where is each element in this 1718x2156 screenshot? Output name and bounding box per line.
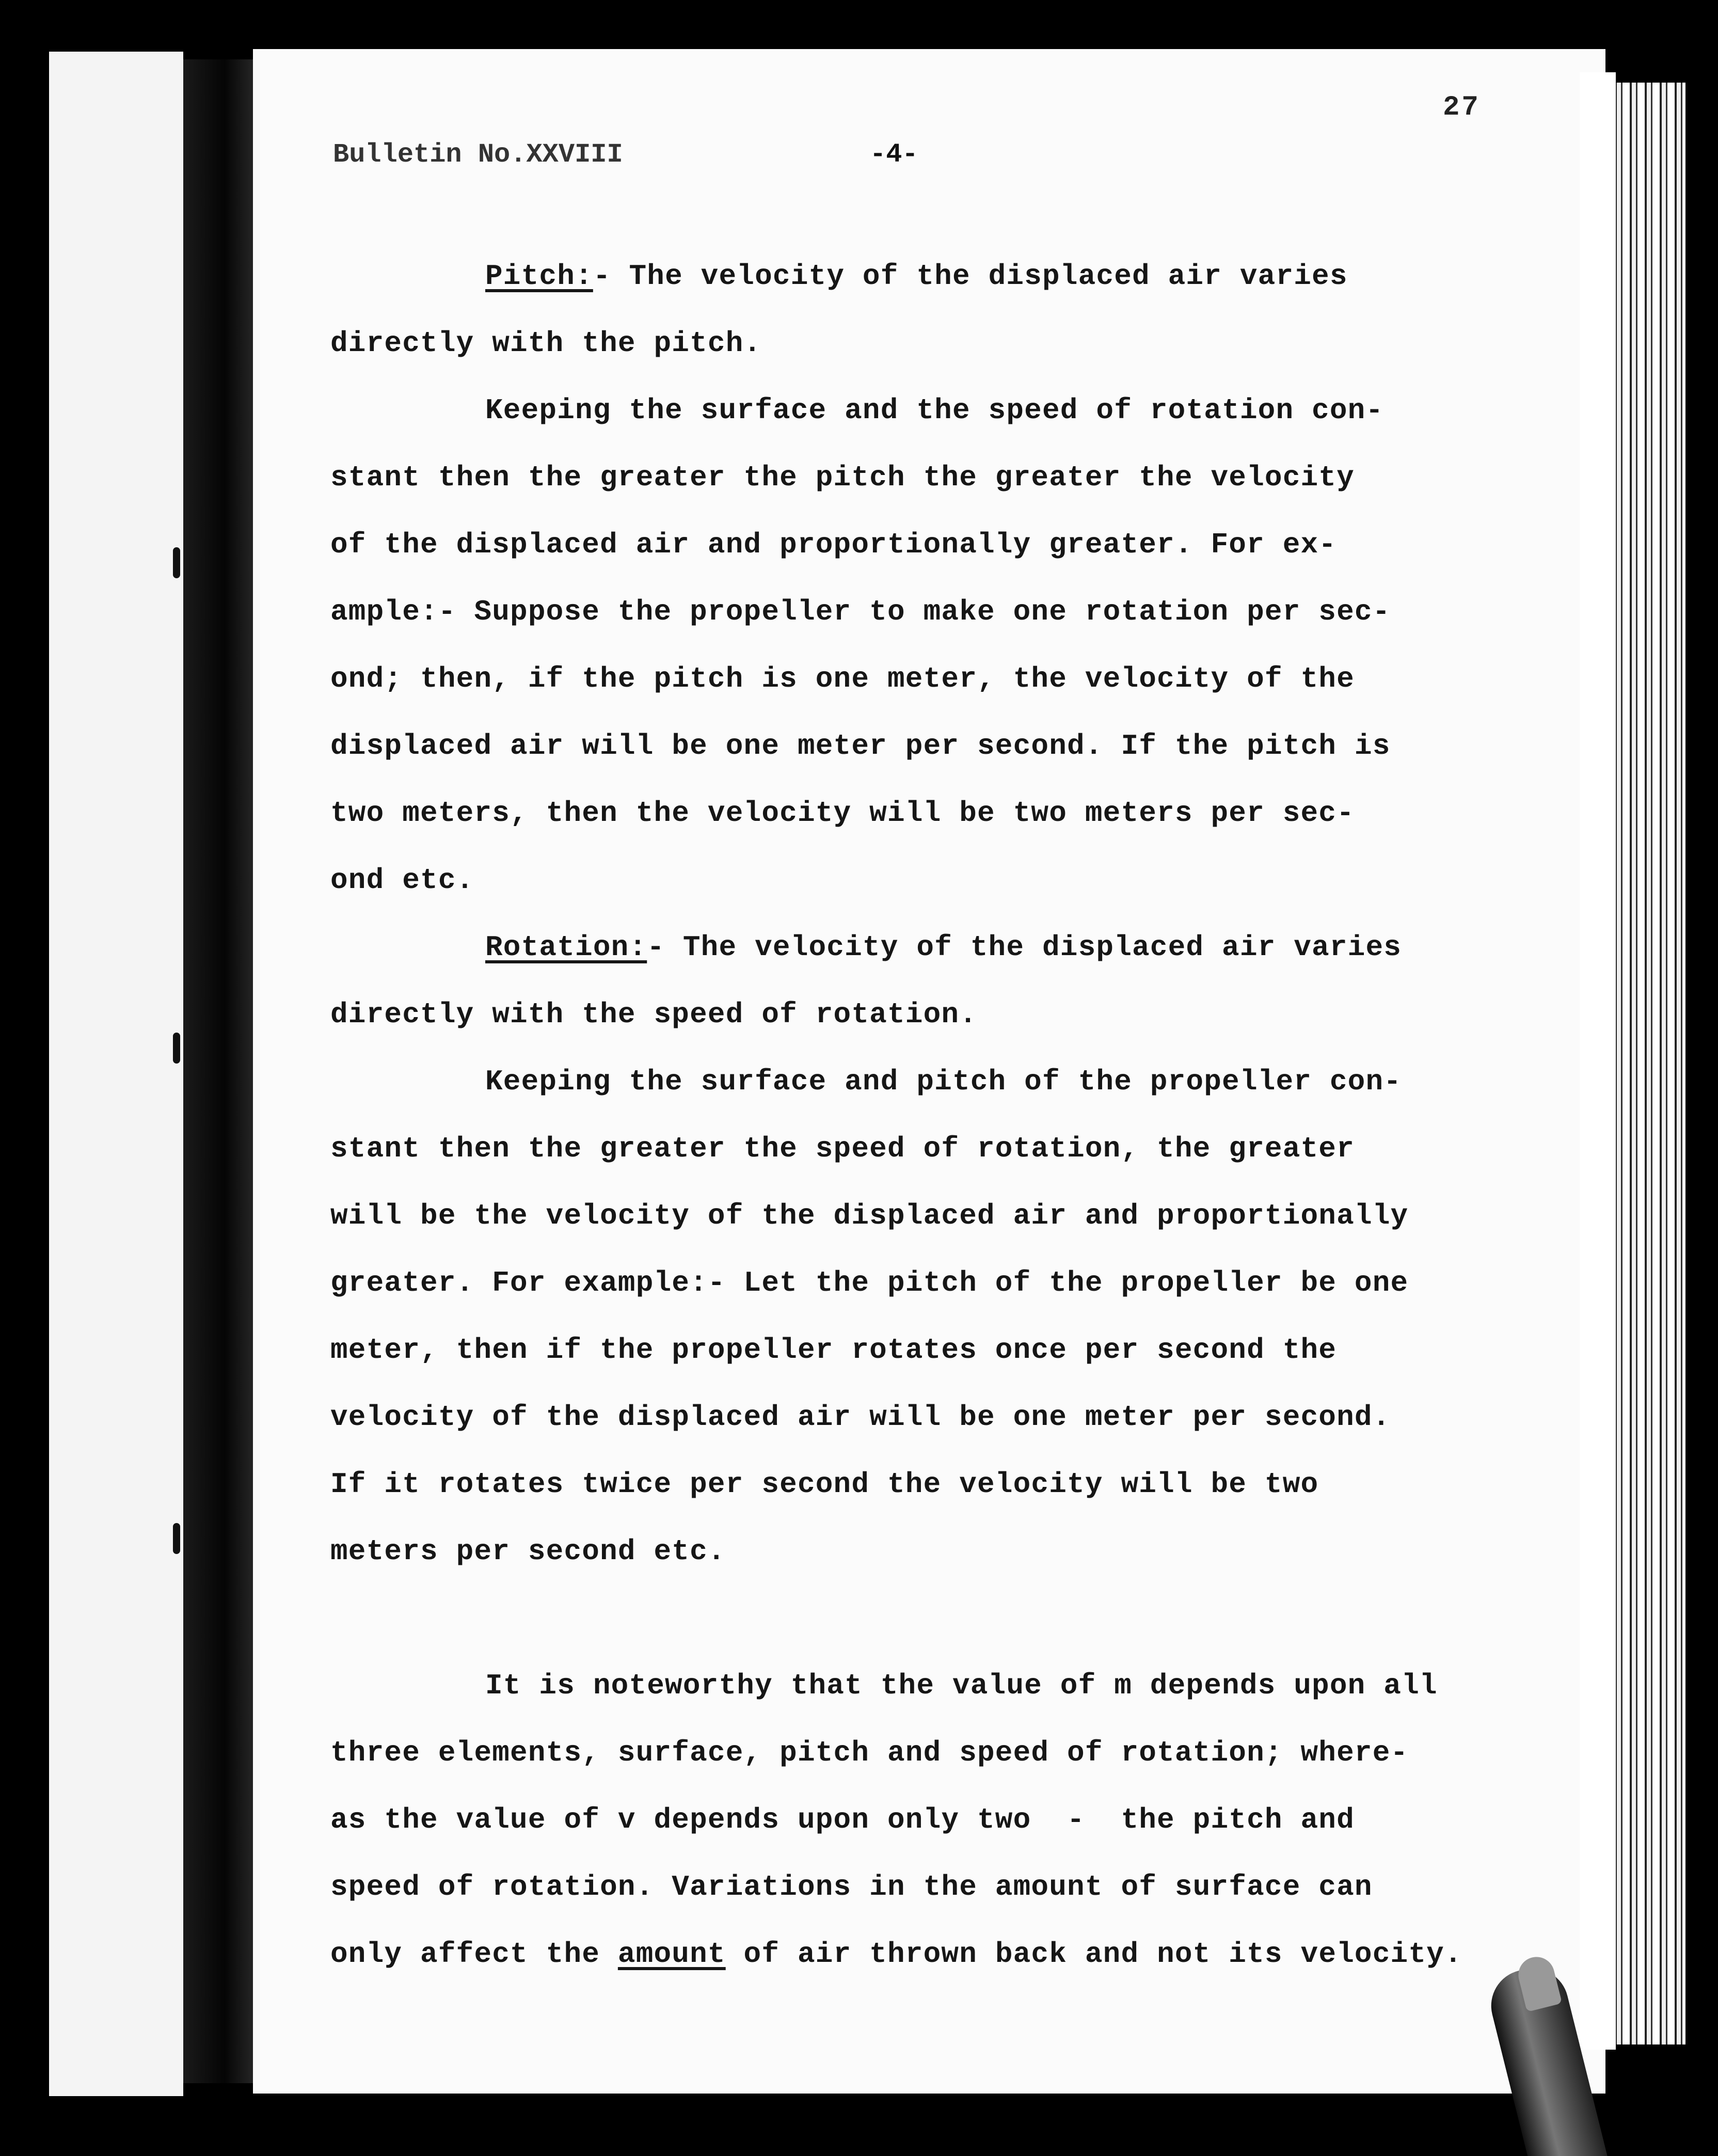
paragraph-line: speed of rotation. Variations in the amount of surface can [330, 1870, 1373, 1904]
paragraph-line: meters per second etc. [330, 1535, 726, 1568]
binding-hole [173, 547, 180, 578]
paragraph-line: two meters, then the velocity will be two meters per sec- [330, 797, 1355, 830]
paragraph-line: Pitch:- The velocity of the displaced air varies [485, 260, 1348, 293]
paragraph-line: directly with the pitch. [330, 327, 762, 360]
body-text [330, 243, 1569, 1988]
binding-hole [173, 1523, 180, 1554]
paragraph-line: meter, then if the propeller rotates once per second the [330, 1334, 1337, 1367]
binding-gutter [183, 59, 258, 2083]
paragraph-line: Keeping the surface and pitch of the propeller con- [485, 1065, 1402, 1098]
paragraph-line: of the displaced air and proportionally greater. For ex- [330, 528, 1337, 561]
paragraph-line: ample:- Suppose the propeller to make one rotation per sec- [330, 595, 1391, 628]
page-right-edge [1580, 72, 1616, 2050]
underlined-word: amount [617, 1938, 726, 1971]
section-heading-rotation: Rotation: [485, 931, 647, 964]
paragraph-line: It is noteworthy that the value of m depends upon all [485, 1669, 1438, 1702]
section-heading-pitch: Pitch: [485, 260, 593, 293]
paragraph-line: velocity of the displaced air will be one meter per second. [330, 1401, 1391, 1434]
page-number: 27 [1443, 92, 1481, 123]
paragraph-line: only affect the amount of air thrown back and not its velocity. [330, 1938, 1462, 1971]
paragraph-line: ond; then, if the pitch is one meter, the velocity of the [330, 662, 1355, 695]
previous-page-edge [49, 52, 183, 2096]
page-marker: -4- [870, 139, 918, 170]
paragraph-line: greater. For example:- Let the pitch of the propeller be one [330, 1266, 1409, 1299]
paragraph-spacer [330, 1585, 1569, 1652]
paragraph-line: If it rotates twice per second the velocity will be two [330, 1468, 1319, 1501]
paragraph-line: stant then the greater the pitch the greater the velocity [330, 461, 1355, 494]
bulletin-header: Bulletin No.XXVIII [333, 139, 623, 170]
paragraph-line: will be the velocity of the displaced air and proportionally [330, 1199, 1409, 1232]
paragraph-line: stant then the greater the speed of rotation, the greater [330, 1132, 1355, 1165]
paragraph-line: Rotation:- The velocity of the displaced air varies [485, 931, 1402, 964]
paragraph-line: Keeping the surface and the speed of rotation con- [485, 394, 1384, 427]
paragraph-line: ond etc. [330, 864, 474, 897]
binding-hole [173, 1033, 180, 1064]
paragraph-line: directly with the speed of rotation. [330, 998, 977, 1031]
paragraph-line: three elements, surface, pitch and speed of rotation; where- [330, 1736, 1409, 1769]
paragraph-line: as the value of v depends upon only two - the pitch and [330, 1803, 1355, 1836]
paragraph-line: displaced air will be one meter per second. If the pitch is [330, 730, 1391, 763]
